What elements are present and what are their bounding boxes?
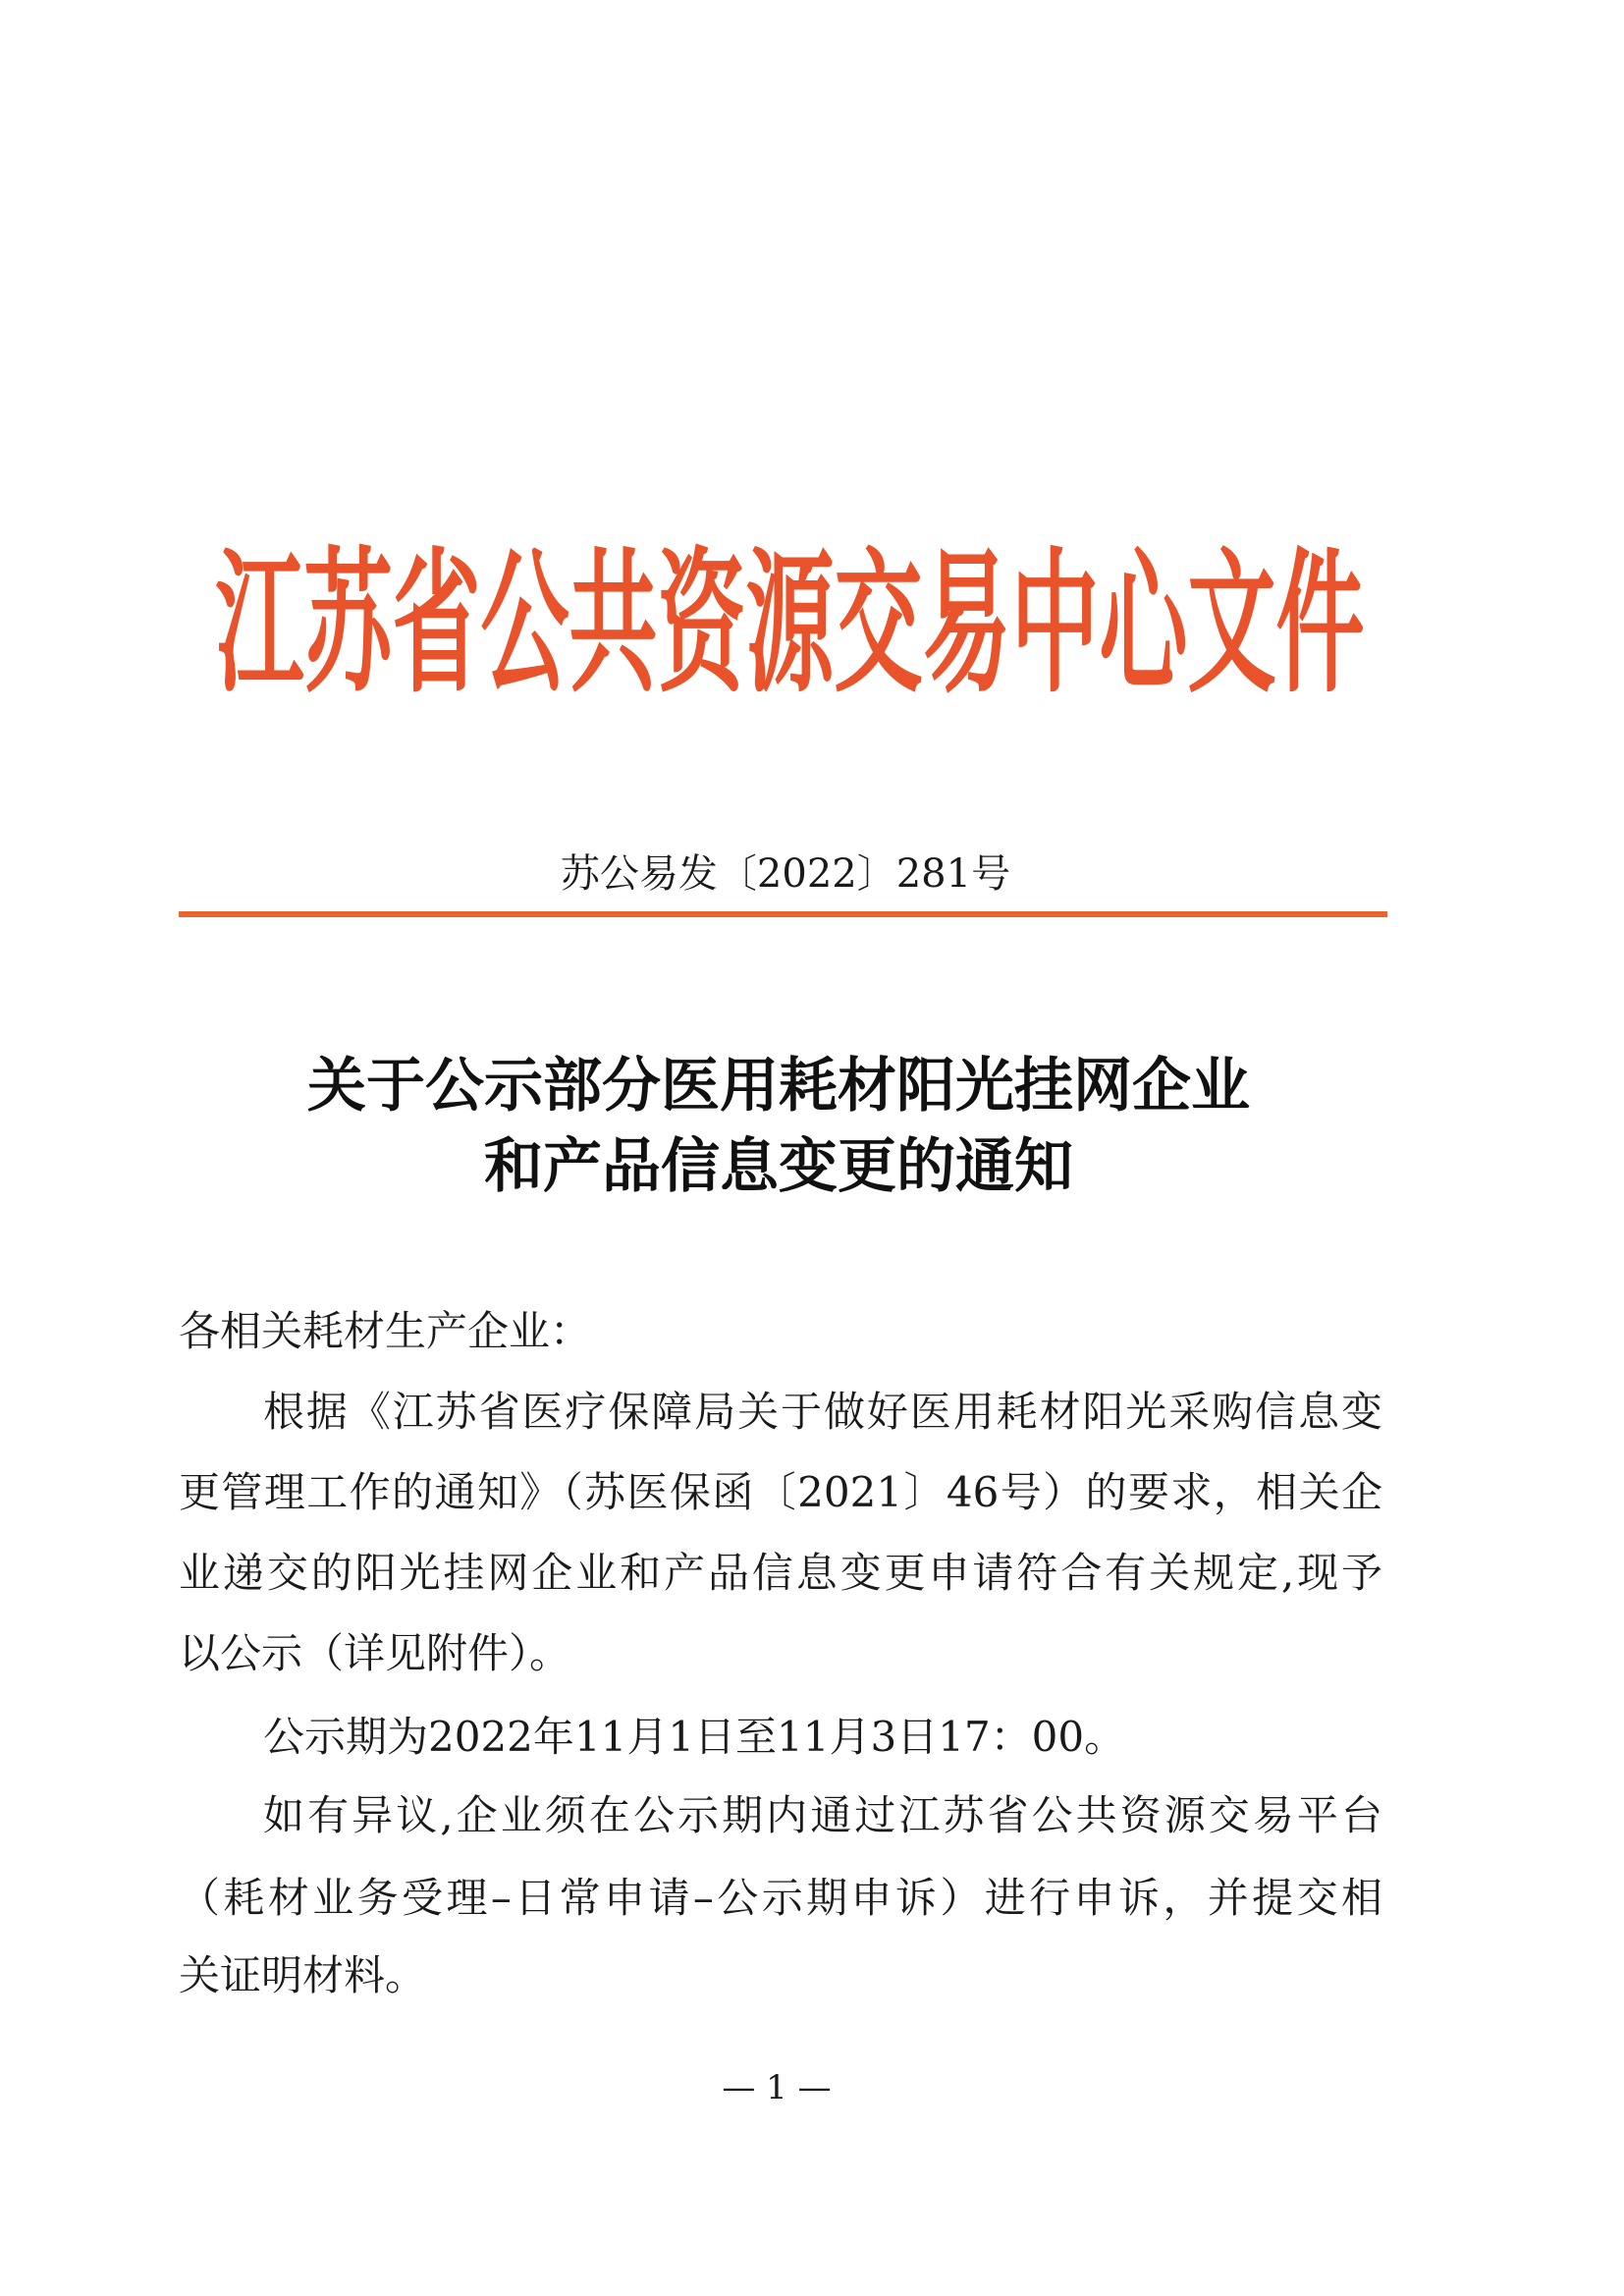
body-paragraph-line: 更管理工作的通知》（苏医保函〔2021〕46号）的要求，相关企 (179, 1468, 1382, 1516)
body-paragraph-line: 关证明材料。 (179, 1951, 427, 1999)
publicity-period-line: 公示期为2022年11月1日至11月3日17：00。 (263, 1713, 1126, 1761)
body-paragraph-line: 根据《江苏省医疗保障局关于做好医用耗材阳光采购信息变 (263, 1388, 1382, 1436)
issuer-header-title: 江苏省公共资源交易中心文件 (215, 539, 1365, 712)
body-paragraph-line: 业递交的阳光挂网企业和产品信息变更申请符合有关规定,现予 (179, 1549, 1382, 1597)
document-number: 苏公易发〔2022〕281号 (560, 851, 1011, 897)
notice-title-line-1: 关于公示部分医用耗材阳光挂网企业 (307, 1052, 1250, 1121)
body-paragraph-line: 以公示（详见附件）。 (179, 1629, 571, 1677)
header-divider-rule (179, 911, 1387, 917)
body-paragraph-line: （耗材业务受理–日常申请–公示期申诉）进行申诉，并提交相 (179, 1874, 1382, 1922)
notice-title-line-2: 和产品信息变更的通知 (484, 1132, 1073, 1201)
body-paragraph-line: 如有异议,企业须在公示期内通过江苏省公共资源交易平台 (263, 1791, 1382, 1839)
page-number: — 1 — (722, 2068, 832, 2107)
salutation-line: 各相关耗材生产企业： (179, 1307, 592, 1355)
